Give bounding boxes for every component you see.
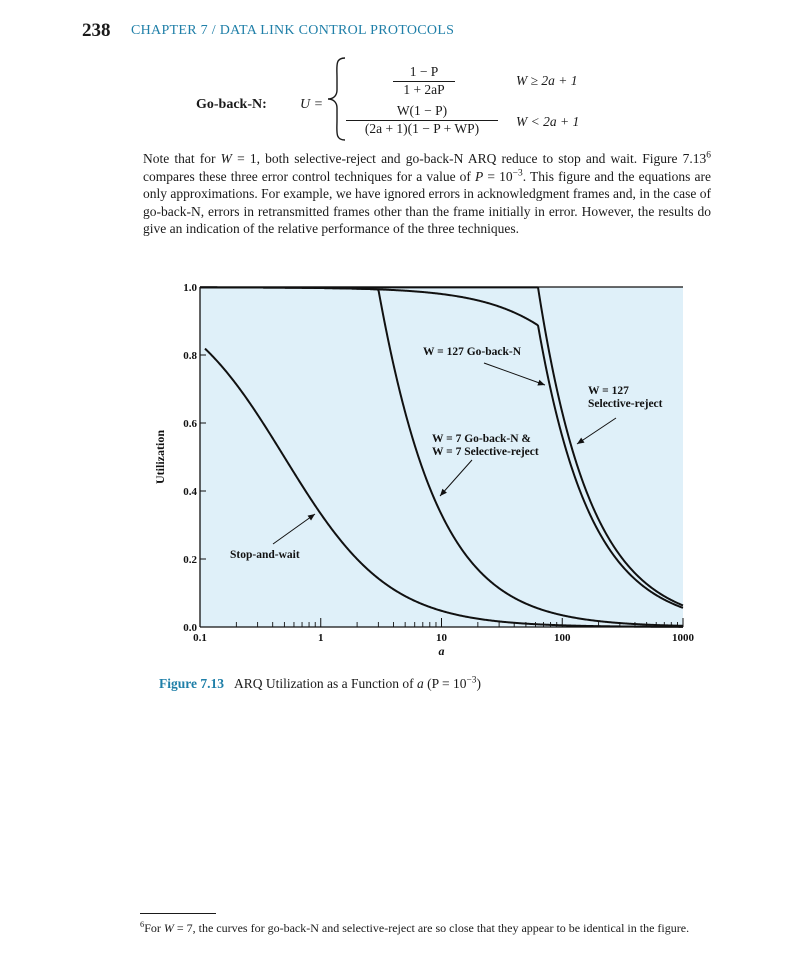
- x-tick-label: 100: [554, 632, 571, 644]
- running-head: CHAPTER 7 / DATA LINK CONTROL PROTOCOLS: [131, 23, 455, 38]
- annotation-text-w7: W = 7 Go-back-N &: [432, 433, 531, 445]
- case1-numerator: 1 − P: [393, 64, 455, 82]
- body-var: P: [475, 168, 484, 184]
- equation-lhs: U =: [300, 97, 324, 112]
- annotation-text-w7: W = 7 Selective-reject: [432, 446, 539, 458]
- footnote-ref: 6: [706, 150, 711, 161]
- figure-caption: [159, 676, 481, 692]
- footnote-rule: [140, 913, 216, 914]
- y-tick-label: 0.6: [183, 418, 197, 430]
- exponent: −3: [512, 168, 523, 179]
- annotation-text-w127-go-back-n: W = 127 Go-back-N: [423, 346, 522, 358]
- annotation-text-stop-and-wait: Stop-and-wait: [230, 549, 300, 561]
- arq-utilization-chart: [150, 276, 710, 666]
- x-tick-label: 0.1: [193, 632, 207, 644]
- case2-condition: W < 2a + 1: [516, 114, 580, 129]
- caption-text: ARQ Utilization as a Function of: [234, 676, 414, 691]
- x-axis-label: a: [438, 644, 445, 658]
- case2-denominator: (2a + 1)(1 − P + WP): [364, 121, 480, 136]
- caption-close: ): [476, 676, 482, 691]
- y-tick-label: 1.0: [183, 282, 197, 294]
- body-text: Note that for: [143, 151, 216, 166]
- case1-denominator: 1 + 2aP: [403, 82, 445, 97]
- body-text: . This figure and the equations are only approximations. For example, we have ignored errors in acknowledgment frames and, in the case of go-back-N, errors in retransmitted frames other than the frame initially in error. However, the results do give an indication of the relative performance of the three techniques.: [143, 168, 711, 237]
- case2-numerator: W(1 − P): [346, 103, 498, 121]
- figure-label: Figure 7.13: [159, 676, 224, 691]
- body-paragraph: [143, 150, 711, 238]
- body-text: = 1, both selective-reject and go-back-N ARQ reduce to stop and wait. Figure 7.13: [231, 151, 707, 166]
- caption-exponent: −3: [466, 675, 477, 686]
- chart-svg: [150, 276, 710, 666]
- caption-var: a: [416, 676, 424, 691]
- footnote-var: W: [163, 921, 174, 935]
- x-tick-label: 10: [436, 632, 447, 644]
- case1-fraction: [393, 64, 455, 98]
- y-tick-label: 0.8: [183, 350, 197, 362]
- y-tick-label: 0.4: [183, 486, 197, 498]
- footnote-marker: 6: [140, 920, 145, 929]
- annotation-text-w127-selective-reject: Selective-reject: [588, 398, 663, 410]
- body-var: W: [220, 151, 232, 166]
- equation-label: Go-back-N:: [196, 97, 267, 112]
- caption-tail: (P = 10: [427, 676, 467, 691]
- x-tick-label: 1000: [672, 632, 694, 644]
- body-text: = 10: [483, 168, 513, 184]
- footnote-text: = 7, the curves for go-back-N and selective-reject are so close that they appear to be identical in the figure.: [173, 921, 690, 935]
- y-tick-label: 0.2: [183, 554, 197, 566]
- body-text: compares these three error control techniques for a value of: [143, 168, 476, 184]
- y-tick-label: 0.0: [183, 622, 197, 634]
- footnote-text: For: [144, 921, 161, 935]
- y-axis-label: Utilization: [153, 430, 167, 484]
- x-tick-label: 1: [318, 632, 324, 644]
- case1-condition: W ≥ 2a + 1: [516, 73, 578, 88]
- case2-fraction: [346, 103, 498, 137]
- annotation-text-w127-selective-reject: W = 127: [588, 385, 629, 397]
- footnote: [140, 921, 720, 936]
- page-number: 238: [82, 20, 111, 41]
